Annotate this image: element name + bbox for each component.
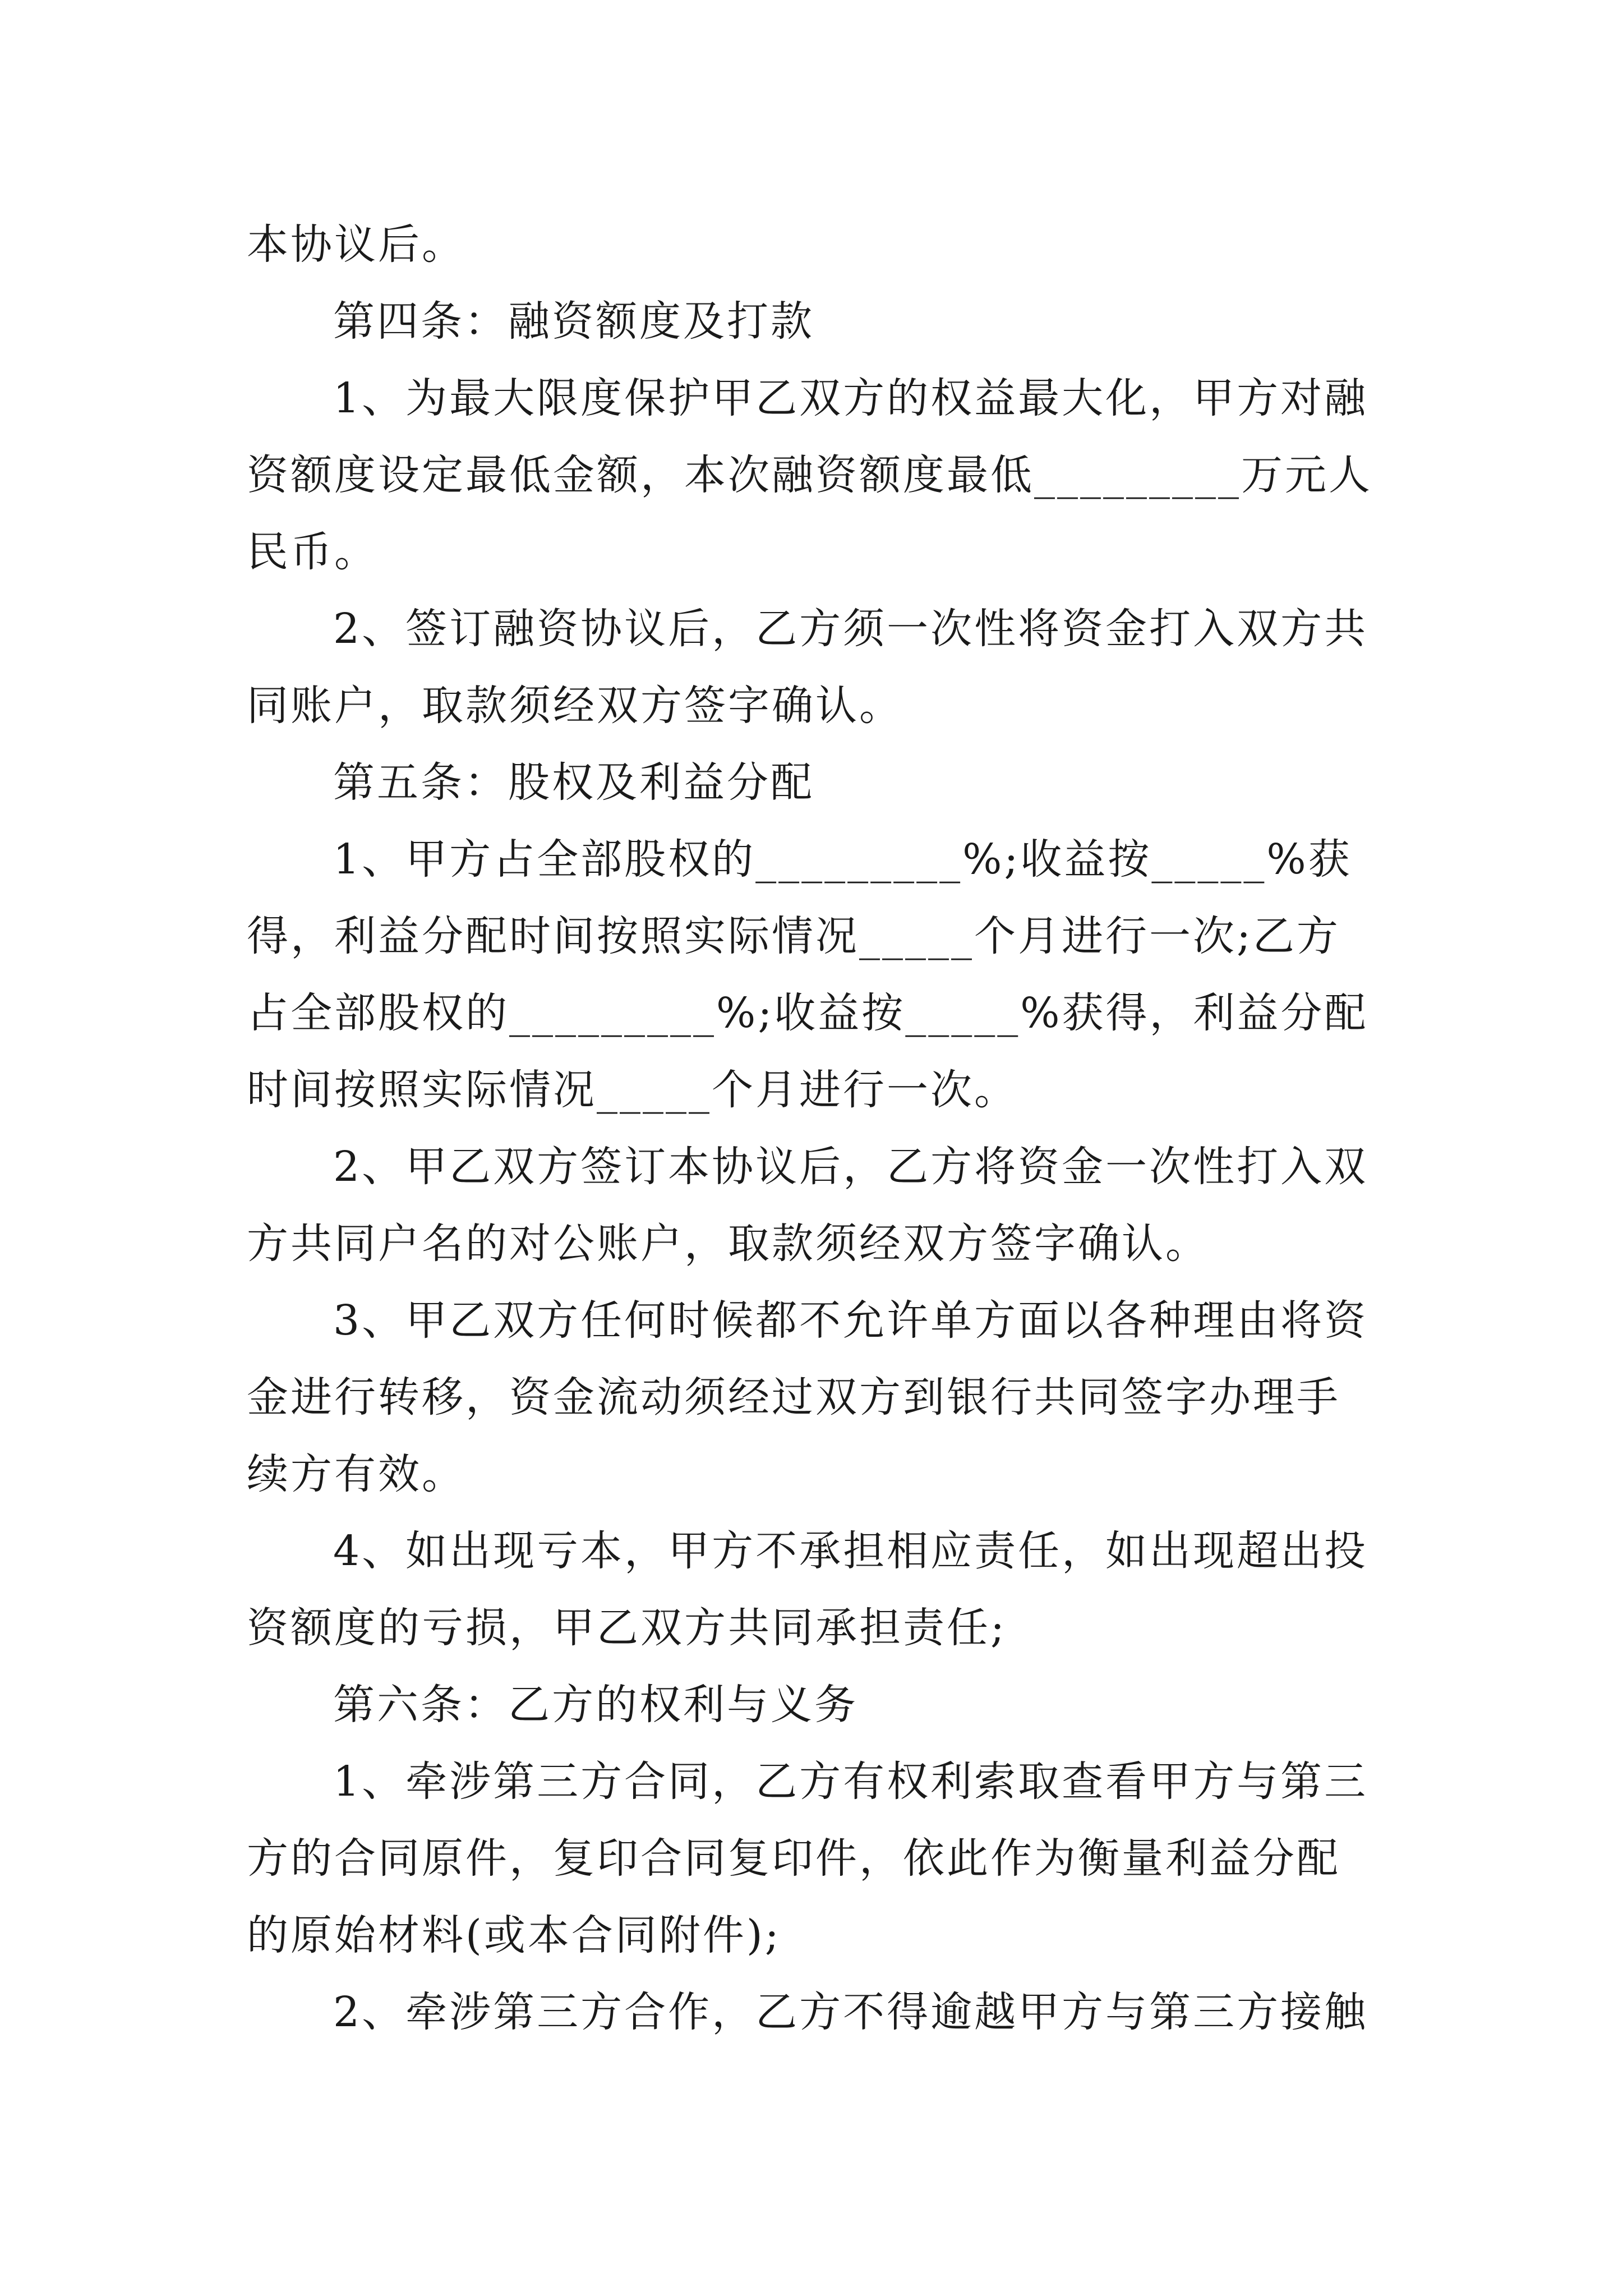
paragraph-continuation: 本协议后。 <box>247 220 465 269</box>
article-5-clause-4: 4、如出现亏本，甲方不承担相应责任，如出现超出投资额度的亏损，甲乙双方共同承担责任; <box>247 1527 1368 1652</box>
article-5-heading: 第五条：股权及利益分配 <box>333 758 814 807</box>
article-6-clause-1: 1、牵涉第三方合同，乙方有权利索取查看甲方与第三方的合同原件，复印合同复印件，依此作为衡量利益分配的原始材料(或本合同附件); <box>247 1757 1368 1959</box>
article-6-heading: 第六条：乙方的权利与义务 <box>333 1681 858 1729</box>
article-6-clause-2: 2、牵涉第三方合作，乙方不得逾越甲方与第三方接触 <box>333 1988 1368 2036</box>
article-5-clause-2: 2、甲乙双方签订本协议后，乙方将资金一次性打入双方共同户名的对公账户，取款须经双方签字确认。 <box>247 1143 1368 1268</box>
article-5-clause-3: 3、甲乙双方任何时候都不允许单方面以各种理由将资金进行转移，资金流动须经过双方到银行共同签字办理手续方有效。 <box>247 1296 1368 1498</box>
document-body <box>247 206 1380 2051</box>
article-4-heading: 第四条：融资额度及打款 <box>333 297 814 346</box>
article-4-clause-1: 1、为最大限度保护甲乙双方的权益最大化，甲方对融资额度设定最低金额，本次融资额度最低_________万元人民币。 <box>247 374 1372 576</box>
article-5-clause-1: 1、甲方占全部股权的_________%;收益按_____%获得，利益分配时间按照实际情况_____个月进行一次;乙方占全部股权的_________%;收益按_____%获得，利益分配时间按照实际情况_____个月进行一次。 <box>247 835 1368 1114</box>
article-4-clause-2: 2、签订融资协议后，乙方须一次性将资金打入双方共同账户，取款须经双方签字确认。 <box>247 605 1368 730</box>
